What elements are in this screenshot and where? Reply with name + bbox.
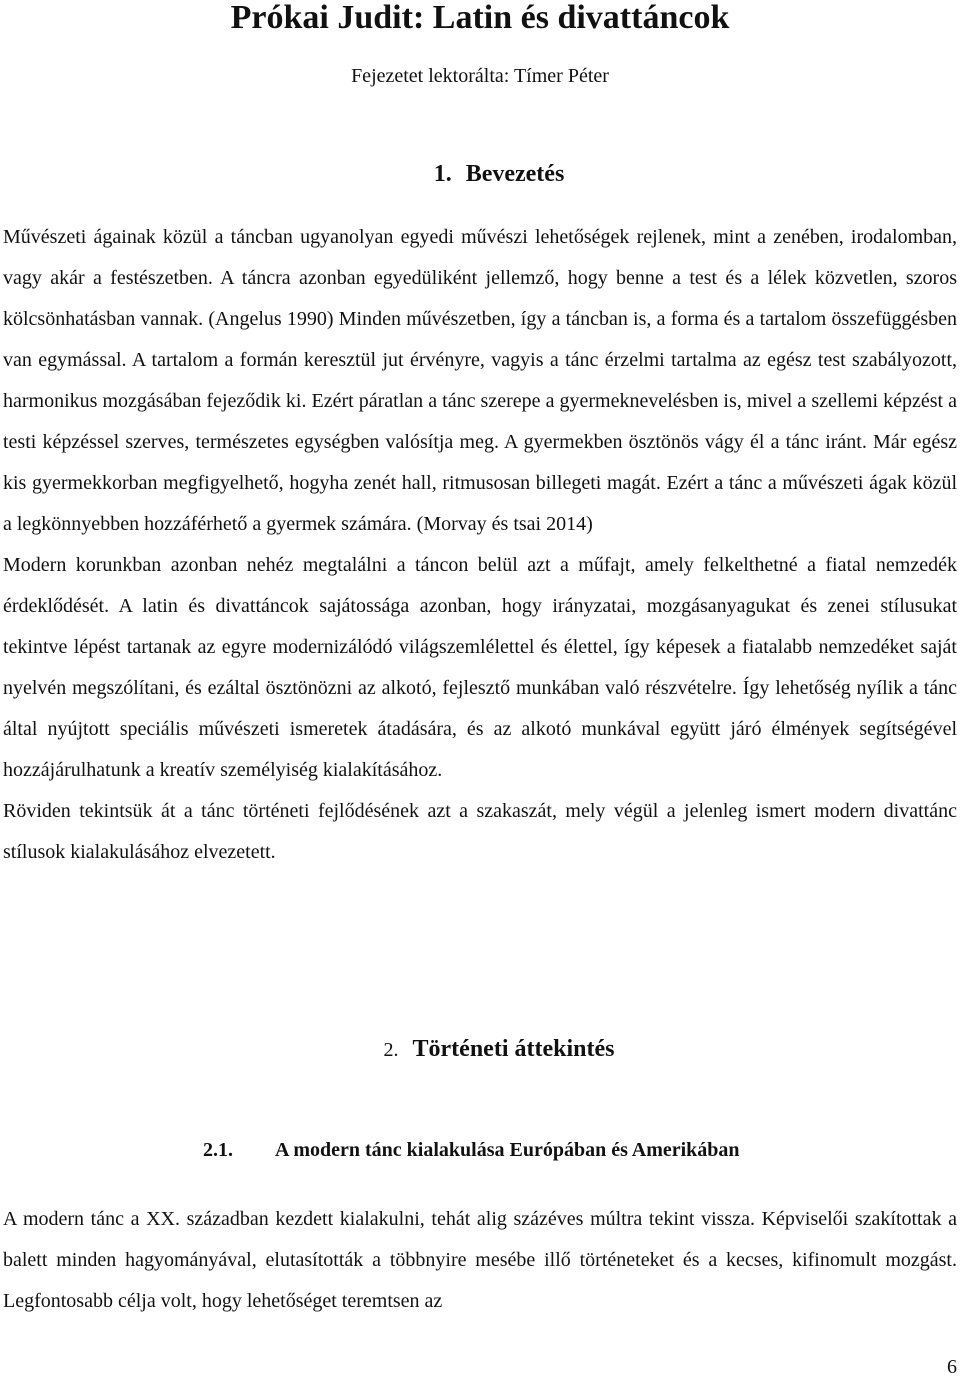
body-paragraph: Röviden tekintsük át a tánc történeti fejlődésének azt a szakaszát, mely végül a jelenleg ismert modern divattánc stílusok kialakulásához elvezetett. xyxy=(3,800,957,863)
section-number: 2. xyxy=(383,1039,399,1061)
page-number: 6 xyxy=(947,1356,957,1378)
section-heading-introduction xyxy=(0,160,960,188)
section-title: Bevezetés xyxy=(465,161,565,187)
subsection-heading-modern-dance xyxy=(203,1136,740,1164)
modern-dance-body xyxy=(3,1199,957,1322)
section-title: Történeti áttekintés xyxy=(412,1036,615,1062)
subsection-number: 2.1. xyxy=(203,1139,233,1161)
section-heading-history xyxy=(0,1034,960,1065)
document-title: Prókai Judit: Latin és divattáncok xyxy=(230,0,730,36)
body-paragraph: A modern tánc a XX. században kezdett kialakulni, tehát alig százéves múltra tekint vissza. Képviselői szakítottak a balett minden hagyományával, elutasították a többnyire mesébe illő történeteket és a kecses, kifinomult mozgást. Legfontosabb célja volt, hogy lehetőséget teremtsen az xyxy=(3,1208,957,1312)
introduction-body xyxy=(3,217,957,873)
section-number: 1. xyxy=(433,161,452,187)
body-paragraph: Modern korunkban azonban nehéz megtalálni a táncon belül azt a műfajt, amely felkelthetné a fiatal nemzedék érdeklődését. A latin és divattáncok sajátossága azonban, hogy irányzatai, mozgásanyagukat és zenei stílusukat tekintve lépést tartanak az egyre modernizálódó világszemlélettel és élettel, így képesek a fiatalabb nemzedéket saját nyelvén megszólítani, és ezáltal ösztönözni az alkotó, fejlesztő munkában való részvételre. Így lehetőség nyílik a tánc által nyújtott speciális művészeti ismeretek átadására, és az alkotó munkával együtt járó élmények segítségével hozzájárulhatunk a kreatív személyiség kialakításához. xyxy=(3,554,957,781)
reviewer-line: Fejezetet lektorálta: Tímer Péter xyxy=(351,65,609,87)
body-paragraph: Művészeti ágainak közül a táncban ugyanolyan egyedi művészi lehetőségek rejlenek, mint a zenében, irodalomban, vagy akár a festészetben. A táncra azonban egyedüliként jellemző, hogy benne a test és a lélek közvetlen, szoros kölcsönhatásban vannak. (Angelus 1990) Minden művészetben, így a táncban is, a forma és a tartalom összefüggésben van egymással. A tartalom a formán keresztül jut érvényre, vagyis a tánc érzelmi tartalma az egész test szabályozott, harmonikus mozgásában fejeződik ki. Ezért páratlan a tánc szerepe a gyermeknevelésben is, mivel a szellemi képzést a testi képzéssel szerves, természetes egységben valósítja meg. A gyermekben ösztönös vágy él a tánc iránt. Már egész kis gyermekkorban megfigyelhető, hogyha zenét hall, ritmusosan billegeti magát. Ezért a tánc a művészeti ágak közül a legkönnyebben hozzáférhető a gyermek számára. (Morvay és tsai 2014) xyxy=(3,226,957,535)
subsection-title: A modern tánc kialakulása Európában és Amerikában xyxy=(275,1139,740,1161)
